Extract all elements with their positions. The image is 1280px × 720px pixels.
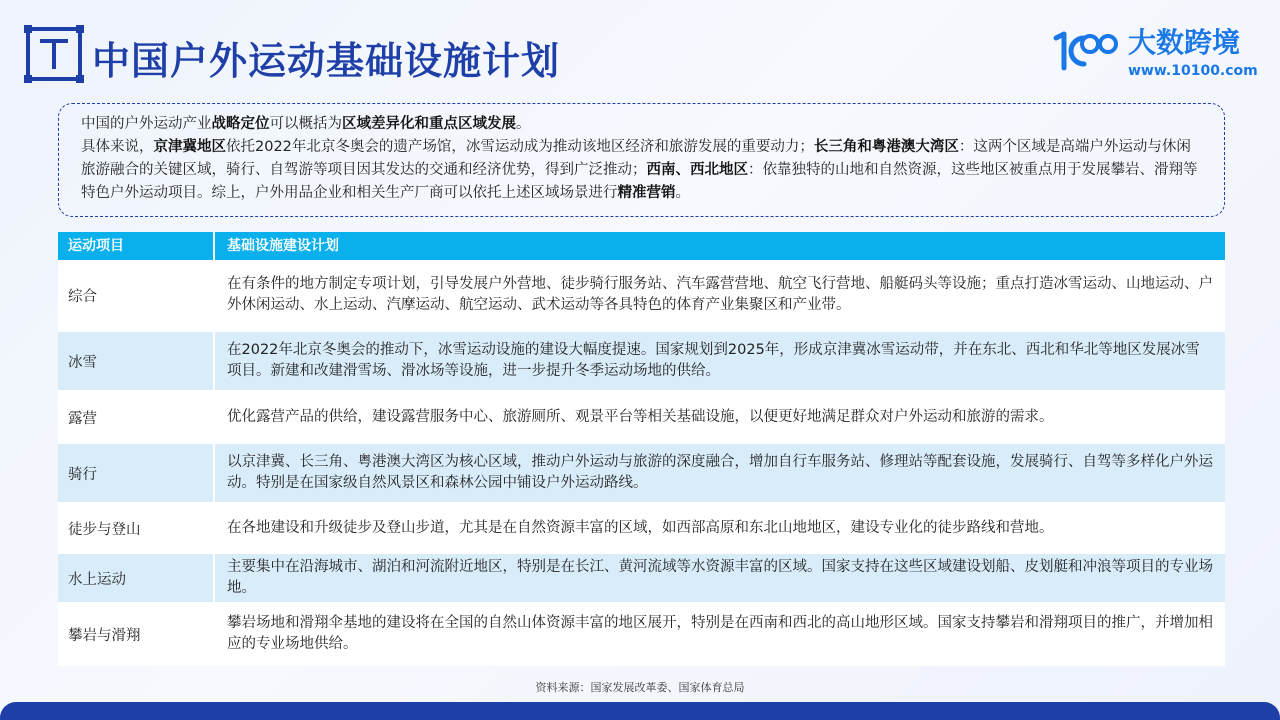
logo-mark-icon (1050, 28, 1122, 74)
source-note: 资料来源：国家发展改革委、国家体育总局 (535, 681, 745, 694)
row-plan: 攀岩场地和滑翔伞基地的建设将在全国的自然山体资源丰富的地区展开，特别是在西南和西北的高山地形区域。国家支持攀岩和滑翔项目的推广，并增加相应的专业场地供给。 (227, 615, 1213, 652)
table-row (58, 332, 1225, 392)
page-title: 中国户外运动基础设施计划 (92, 39, 561, 83)
table-row (58, 392, 1225, 444)
table-row (58, 444, 1225, 504)
logo-name: 大数跨境 (1128, 26, 1241, 59)
row-plan: 以京津冀、长三角、粤港澳大湾区为核心区域，推动户外运动与旅游的深度融合，增加自行车服务站、修理站等配套设施，发展骑行、自驾等多样化户外运动。特别是在国家级自然风景区和森林公园中铺设户外运动路线。 (227, 454, 1213, 491)
summary-paragraph-2: 具体来说，京津冀地区依托2022年北京冬奥会的遗产场馆，冰雪运动成为推动该地区经济和旅游发展的重要动力；长三角和粤港澳大湾区：这两个区域是高端户外运动与休闲旅游融合的关键区域，骑行、自驾游等项目因其发达的交通和经济优势，得到广泛推动；西南、西北地区：依靠独特的山地和自然资源，这些地区被重点用于发展攀岩、滑翔等特色户外运动项目。综上，户外用品企业和相关生产厂商可以依托上述区域场景进行精准营销。 (81, 139, 1198, 201)
row-plan: 优化露营产品的供给，建设露营服务中心、旅游厕所、观景平台等相关基础设施，以便更好地满足群众对户外运动和旅游的需求。 (227, 408, 1054, 425)
t-frame-icon (26, 27, 82, 81)
table-row (58, 504, 1225, 554)
row-sport: 攀岩与滑翔 (58, 604, 215, 664)
infrastructure-table (58, 232, 1225, 666)
column-header-sport: 运动项目 (58, 232, 215, 260)
row-sport: 骑行 (58, 444, 215, 502)
row-sport: 水上运动 (58, 554, 215, 602)
table-row (58, 554, 1225, 604)
table-row (58, 260, 1225, 332)
row-plan: 主要集中在沿海城市、湖泊和河流附近地区，特别是在长江、黄河流域等水资源丰富的区域。国家支持在这些区域建设划船、皮划艇和冲浪等项目的专业场地。 (227, 559, 1213, 596)
summary-box (58, 103, 1225, 217)
row-plan: 在各地建设和升级徒步及登山步道，尤其是在自然资源丰富的区域，如西部高原和东北山地地区，建设专业化的徒步路线和营地。 (227, 519, 1054, 536)
logo-url: www.10100.com (1128, 63, 1258, 79)
row-sport: 综合 (58, 260, 215, 330)
row-plan: 在有条件的地方制定专项计划，引导发展户外营地、徒步骑行服务站、汽车露营营地、航空飞行营地、船艇码头等设施；重点打造冰雪运动、山地运动、户外休闲运动、水上运动、汽摩运动、航空运动、武术运动等各具特色的体育产业集聚区和产业带。 (227, 276, 1213, 313)
summary-paragraph-1: 中国的户外运动产业战略定位可以概括为区域差异化和重点区域发展。 (81, 116, 531, 132)
row-sport: 露营 (58, 392, 215, 442)
column-header-plan: 基础设施建设计划 (227, 238, 339, 254)
row-plan: 在2022年北京冬奥会的推动下，冰雪运动设施的建设大幅度提速。国家规划到2025年，形成京津冀冰雪运动带，并在东北、西北和华北等地区发展冰雪项目。新建和改建滑雪场、滑冰场等设施，进一步提升冬季运动场地的供给。 (227, 342, 1200, 379)
row-sport: 冰雪 (58, 332, 215, 390)
row-sport: 徒步与登山 (58, 504, 215, 552)
bottom-bar (0, 702, 1280, 720)
logo (1050, 26, 1258, 82)
table-header (58, 232, 1225, 260)
table-row (58, 604, 1225, 666)
